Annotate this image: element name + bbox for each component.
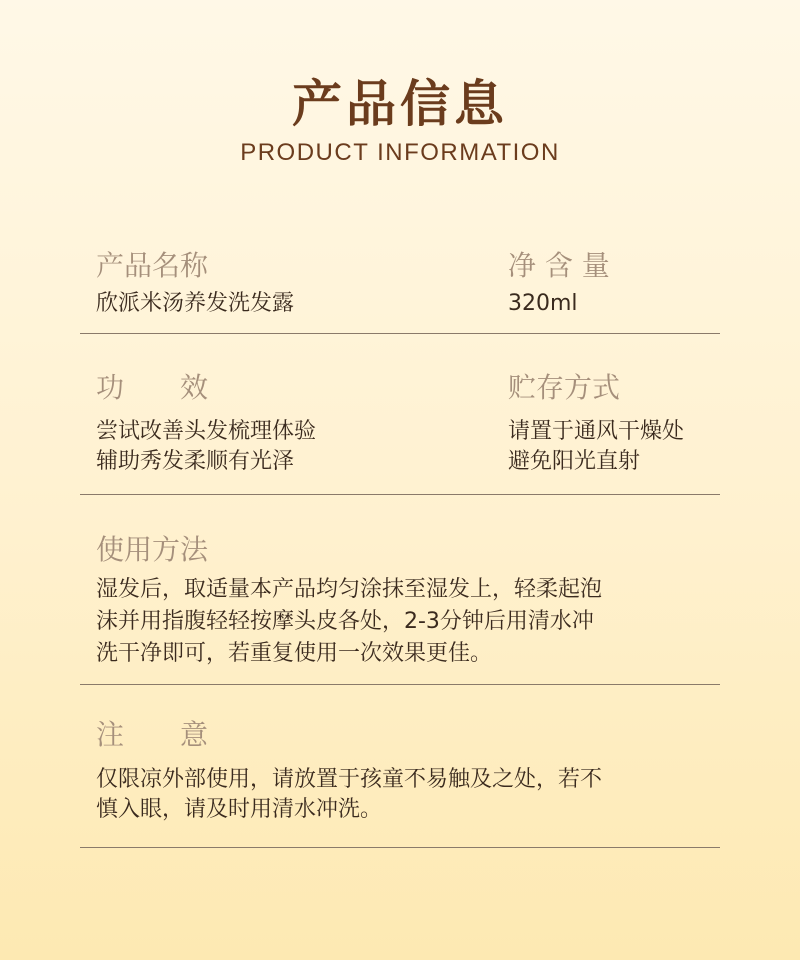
product-name-label: 产品名称 (96, 249, 209, 282)
efficacy-label-part-2: 效 (180, 371, 209, 404)
notice-line-1: 仅限凉外部使用，请放置于孩童不易触及之处，若不 (96, 767, 603, 792)
storage-line-1: 请置于通风干燥处 (508, 419, 685, 444)
usage-line-3: 洗干净即可，若重复使用一次效果更佳。 (96, 641, 493, 666)
product-name-value: 欣派米汤养发洗发露 (96, 291, 295, 316)
storage-line-2: 避免阳光直射 (508, 449, 641, 474)
efficacy-label-part-1: 功 (96, 371, 125, 404)
usage-line-1: 湿发后，取适量本产品均匀涂抹至湿发上，轻柔起泡 (96, 577, 603, 602)
usage-label: 使用方法 (96, 533, 209, 566)
usage-line-2: 沫并用指腹轻轻按摩头皮各处，2-3分钟后用清水冲 (96, 609, 594, 634)
divider-3 (80, 684, 720, 685)
divider-4 (80, 847, 720, 848)
efficacy-line-1: 尝试改善头发梳理体验 (96, 419, 317, 444)
notice-label-part-1: 注 (96, 718, 125, 751)
storage-label: 贮存方式 (508, 371, 621, 404)
net-content-label: 净 含 量 (508, 249, 610, 282)
divider-2 (80, 494, 720, 495)
divider-1 (80, 333, 720, 334)
net-content-value: 320ml (508, 291, 578, 316)
page-title: 产品信息 (292, 75, 508, 133)
notice-line-2: 慎入眼，请及时用清水冲洗。 (96, 797, 383, 822)
notice-label-part-2: 意 (180, 718, 209, 751)
page-subtitle: PRODUCT INFORMATION (240, 139, 560, 166)
efficacy-line-2: 辅助秀发柔顺有光泽 (96, 449, 295, 474)
